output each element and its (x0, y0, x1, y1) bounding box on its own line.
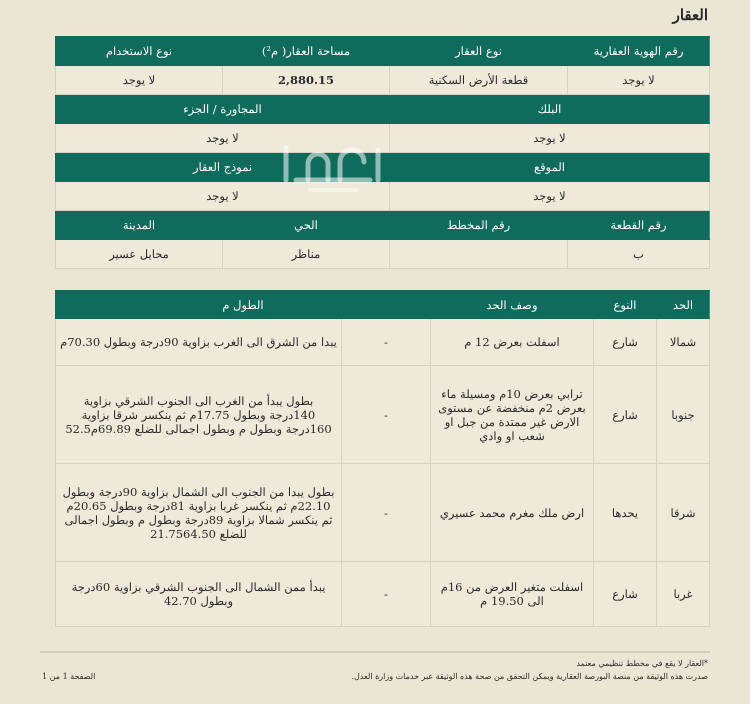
value-property-model: لا يوجد (56, 182, 390, 211)
table-row (56, 464, 710, 562)
section-title: العقار (672, 6, 708, 24)
description: ارض ملك مغرم محمد عسيري (431, 464, 594, 562)
description: اسفلت متغير العرض من 16م الى 19.50 م (431, 562, 594, 627)
length: بطول يبدأ من الغرب الى الجنوب الشرقي بزاوية 140درجة وبطول 17.75م ثم ينكسر شرقا بزاوية 160درجة وبطول م وبطول اجمالى للضلع 69.89م52.5 (56, 366, 342, 464)
type: شارع (594, 562, 657, 627)
type: يحدها (594, 464, 657, 562)
side: جنوبا (657, 366, 710, 464)
extra: - (342, 464, 431, 562)
header-district: الحي (223, 211, 390, 240)
length: يبدأ ممن الشمال الى الجنوب الشرقي بزاوية 60درجة وبطول 42.70 (56, 562, 342, 627)
value-block: لا يوجد (390, 124, 710, 153)
header-usage-type: نوع الاستخدام (56, 37, 223, 66)
header-description: وصف الحد (431, 291, 594, 319)
header-area: مساحة العقار( م²) (223, 37, 390, 66)
type: شارع (594, 319, 657, 366)
footer-disclaimer: صدرت هذه الوثيقة من منصة البورصة العقارية ويمكن التحقق من صحة هذه الوثيقة عبر خدمات وزارة العدل. (351, 672, 708, 681)
table-row (56, 562, 710, 627)
lower-section (40, 290, 710, 683)
extra: - (342, 562, 431, 627)
table-row (56, 366, 710, 464)
property-info-table (55, 36, 710, 269)
header-neighborhood-part: المجاورة / الجزء (56, 95, 390, 124)
value-plan-number (390, 240, 568, 269)
value-usage-type: لا يوجد (56, 66, 223, 95)
type: شارع (594, 366, 657, 464)
value-neighborhood-part: لا يوجد (56, 124, 390, 153)
header-city: المدينة (56, 211, 223, 240)
header-type: النوع (594, 291, 657, 319)
value-plot-number: ب (568, 240, 710, 269)
header-property-id: رقم الهوية العقارية (568, 37, 710, 66)
footer (40, 657, 710, 683)
header-plot-number: رقم القطعة (568, 211, 710, 240)
header-length: الطول م (56, 291, 431, 319)
footer-text (351, 657, 708, 683)
header-side: الحد (657, 291, 710, 319)
header-plan-number: رقم المخطط (390, 211, 568, 240)
header-property-model: نموذج العقار (56, 153, 390, 182)
table-row (56, 319, 710, 366)
value-property-type: قطعة الأرض السكنية (390, 66, 568, 95)
footer-divider (40, 651, 710, 653)
side: شرقا (657, 464, 710, 562)
length: بطول يبدا من الجنوب الى الشمال بزاوية 90درجة وبطول 22.10م ثم ينكسر غربا بزاوية 81درجة وبطول 20.65م ثم ينكسر شمالا بزاوية 89درجة وبطول م وبطول اجمالى للضلع 21.7564.50 (56, 464, 342, 562)
header-location: الموقع (390, 153, 710, 182)
boundaries-table (55, 290, 710, 627)
description: ترابي بعرض 10م ومسيلة ماء بعرض 2م منخفضة عن مستوى الارض غير ممتدة من جبل او شعب او وادي (431, 366, 594, 464)
value-property-id: لا يوجد (568, 66, 710, 95)
value-location: لا يوجد (390, 182, 710, 211)
header-property-type: نوع العقار (390, 37, 568, 66)
side: غربا (657, 562, 710, 627)
description: اسفلت بعرض 12 م (431, 319, 594, 366)
value-city: محايل عسير (56, 240, 223, 269)
extra: - (342, 319, 431, 366)
side: شمالا (657, 319, 710, 366)
header-block: البلك (390, 95, 710, 124)
value-area: 2,880.15 (223, 66, 390, 95)
extra: - (342, 366, 431, 464)
length: يبدا من الشرق الى الغرب بزاوية 90درجة وبطول 70.30م (56, 319, 342, 366)
value-district: مناظر (223, 240, 390, 269)
footer-note: *العقار لا يقع في مخطط تنظيمي معتمد (576, 659, 708, 668)
page-number: الصفحة 1 من 1 (42, 672, 96, 681)
